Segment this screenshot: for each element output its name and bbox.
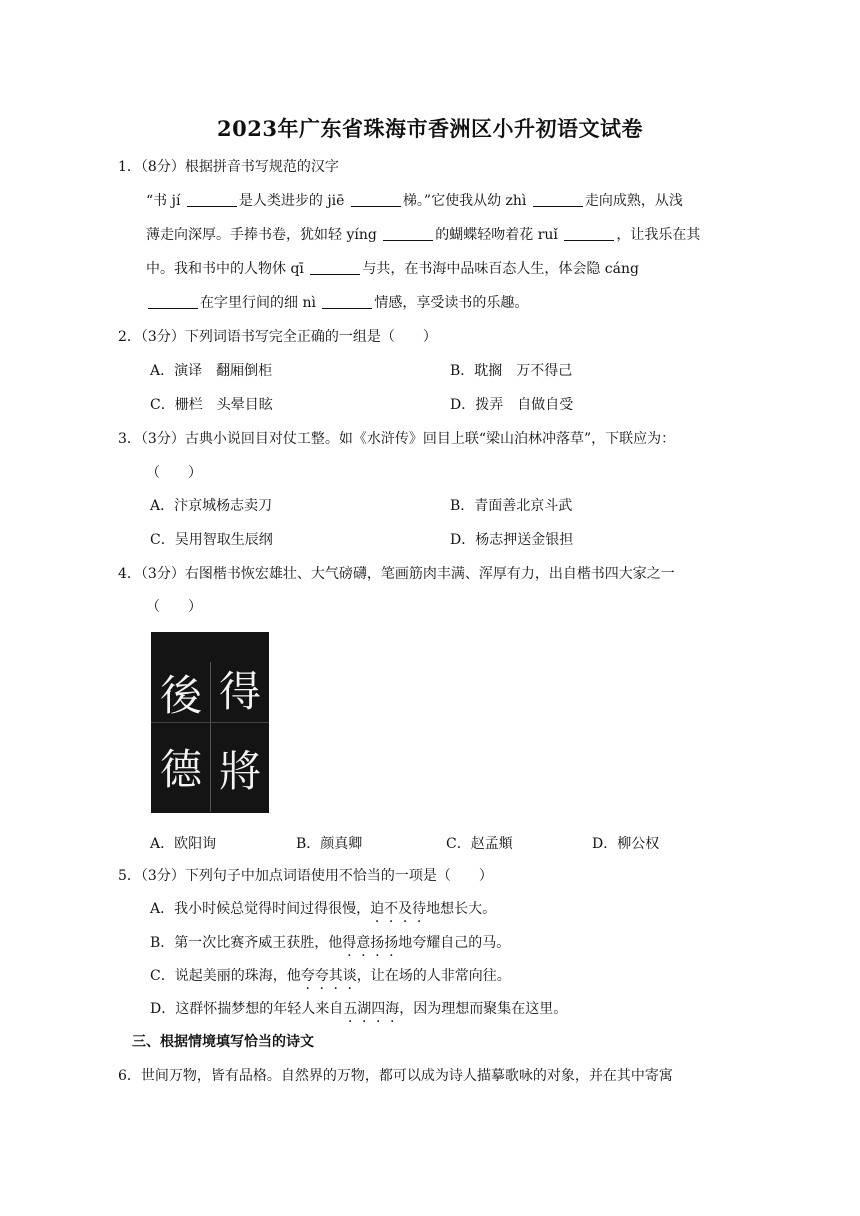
answer-blank[interactable] (148, 294, 198, 309)
q5-text: D．这群怀揣梦想的年轻人来自 (150, 1001, 344, 1017)
emphasis-char: 其 (328, 968, 343, 984)
q1-heading: 1．（8分）根据拼音书写规范的汉字 (118, 159, 339, 175)
q1-line-2 (146, 225, 700, 245)
emphasis-char: 四 (371, 1001, 386, 1017)
q2-option-b[interactable]: B．耽搁 万不得己 (450, 363, 573, 379)
q3-answer-paren: （ ） (146, 465, 202, 481)
emphasis-char: 及 (398, 901, 413, 917)
q5-option-b[interactable] (150, 933, 510, 953)
answer-blank[interactable] (322, 294, 372, 309)
q1-line-4 (146, 293, 528, 313)
q5-option-c[interactable] (150, 966, 511, 986)
calligraphy-glyph: 德 (159, 745, 202, 794)
q4-heading: 4．（3分）右图楷书恢宏雄壮、大气磅礴，笔画筋肉丰满、浑厚有力，出自楷书四大家之一 (118, 566, 675, 582)
answer-blank[interactable] (351, 192, 401, 207)
answer-blank[interactable] (533, 192, 583, 207)
q3-option-d[interactable]: D．杨志押送金银担 (450, 532, 574, 548)
emphasis-char: 扬 (384, 935, 399, 951)
q5-text: 地想长大。 (426, 901, 497, 917)
answer-blank[interactable] (564, 226, 614, 241)
q1-text: 在字里行间的细 nì (200, 295, 321, 311)
q5-option-d[interactable] (150, 999, 567, 1019)
q4-answer-paren: （ ） (146, 599, 202, 615)
q1-text: 情感，享受读书的乐趣。 (374, 295, 529, 311)
q5-text: 地夸耀自己的马。 (398, 935, 511, 951)
q1-text: 走向成熟，从浅 (584, 193, 683, 209)
section-heading: 三、根据情境填写恰当的诗文 (132, 1034, 314, 1050)
q1-text: 中。我和书中的人物休 qī (146, 261, 309, 277)
dotted-phrase (370, 901, 426, 917)
answer-blank[interactable] (310, 260, 360, 275)
q5-text: ，因为理想而聚集在这里。 (399, 1001, 568, 1017)
q2-heading: 2．（3分）下列词语书写完全正确的一组是（ ） (118, 329, 437, 345)
emphasis-char: 扬 (370, 935, 385, 951)
answer-blank[interactable] (187, 192, 237, 207)
q1-line-3 (146, 259, 639, 279)
q2-option-d[interactable]: D．拨弄 自做自受 (450, 397, 574, 413)
q1-text: ，让我乐在其 (616, 227, 701, 243)
q5-option-a[interactable] (150, 899, 496, 919)
exam-title: 2023年广东省珠海市香洲区小升初语文试卷 (217, 116, 643, 141)
calligraphy-glyph: 將 (218, 747, 261, 796)
q1-text: 梯。”它使我从幼 zhì (402, 193, 531, 209)
q2-option-a[interactable]: A．演译 翻厢倒柜 (150, 363, 273, 379)
dotted-phrase (301, 968, 357, 984)
q4-option-c[interactable]: C．赵孟頫 (446, 836, 513, 852)
q1-text: 薄走向深厚。手捧书卷，犹如轻 yíng (146, 227, 382, 243)
answer-blank[interactable] (383, 226, 433, 241)
q2-option-c[interactable]: C．栅栏 头晕目眩 (150, 397, 273, 413)
dotted-phrase (343, 1001, 399, 1017)
q6-heading: 6．世间万物，皆有品格。自然界的万物，都可以成为诗人描摹歌咏的对象，并在其中寄寓 (118, 1068, 673, 1084)
emphasis-char: 待 (412, 901, 427, 917)
grid-line (210, 662, 211, 812)
q1-text: 的蝴蝶轻吻着花 ruǐ (435, 227, 563, 243)
q1-text: “书 jí (146, 193, 185, 209)
q5-text: B．第一次比赛齐威王获胜，他 (150, 935, 343, 951)
q5-text: C．说起美丽的珠海，他 (150, 968, 301, 984)
emphasis-char: 不 (384, 901, 399, 917)
q5-heading: 5．（3分）下列句子中加点词语使用不恰当的一项是（ ） (118, 868, 493, 884)
q4-option-b[interactable]: B．颜真卿 (296, 836, 363, 852)
emphasis-char: 夸 (300, 968, 315, 984)
calligraphy-glyph: 得 (218, 667, 261, 716)
q5-text: A．我小时候总觉得时间过得很慢， (150, 901, 371, 917)
emphasis-char: 湖 (357, 1001, 372, 1017)
q4-option-d[interactable]: D．柳公权 (592, 836, 660, 852)
emphasis-char: 夸 (314, 968, 329, 984)
dotted-phrase (342, 935, 398, 951)
emphasis-char: 海 (385, 1001, 400, 1017)
emphasis-char: 五 (343, 1001, 358, 1017)
emphasis-char: 谈 (342, 968, 357, 984)
emphasis-char: 得 (342, 935, 357, 951)
emphasis-char: 意 (356, 935, 371, 951)
q1-line-1 (146, 191, 683, 211)
q3-option-b[interactable]: B．青面善北京斗武 (450, 498, 573, 514)
q4-option-a[interactable]: A．欧阳询 (150, 836, 217, 852)
q3-option-c[interactable]: C．吴用智取生辰纲 (150, 532, 273, 548)
calligraphy-image (151, 632, 269, 813)
calligraphy-glyph: 後 (159, 671, 202, 720)
q3-heading: 3．（3分）古典小说回目对仗工整。如《水浒传》回目上联“梁山泊林冲落草”，下联应为： (118, 431, 676, 447)
q1-text: 与共，在书海中品味百态人生，体会隐 cáng (362, 261, 639, 277)
q5-text: ，让在场的人非常向往。 (356, 968, 511, 984)
emphasis-char: 迫 (370, 901, 385, 917)
q3-option-a[interactable]: A．汴京城杨志卖刀 (150, 498, 273, 514)
q1-text: 是人类进步的 jiē (238, 193, 349, 209)
